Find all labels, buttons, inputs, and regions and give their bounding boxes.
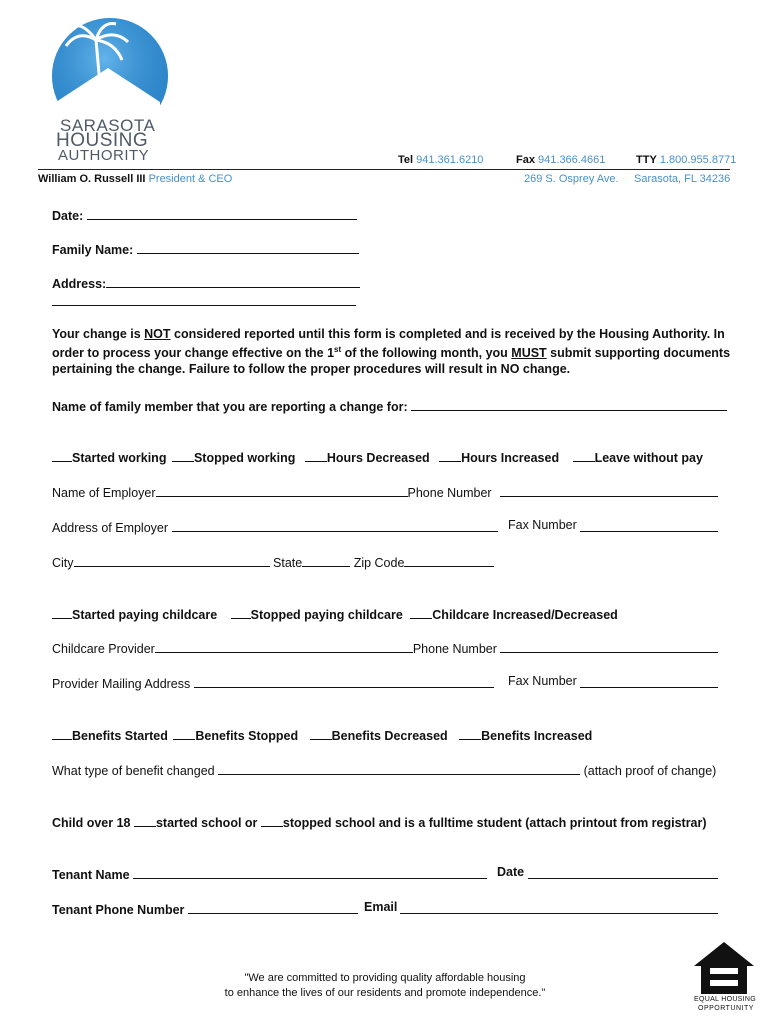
- option-stopped-childcare[interactable]: [231, 608, 403, 622]
- tenant-email-label: Email: [364, 900, 398, 914]
- option-leave-without-pay[interactable]: [573, 451, 703, 465]
- notice-text: of the following month, you: [341, 346, 512, 361]
- member-label: Name of family member that you are reporting a change for:: [52, 400, 408, 414]
- sha-logo: [38, 18, 178, 164]
- childcare-phone-input-line[interactable]: [500, 639, 718, 653]
- option-label: Benefits Started: [72, 729, 168, 743]
- city-state-zip-row: [52, 553, 494, 570]
- tenant-name-row: [52, 865, 487, 882]
- option-stopped-working[interactable]: [172, 451, 295, 465]
- child-started-label: started school or: [155, 816, 258, 830]
- fax-label: Fax: [516, 154, 535, 166]
- family-name-label: Family Name:: [52, 243, 134, 257]
- provider-address-input-line[interactable]: [194, 674, 494, 688]
- provider-address-row: [52, 674, 494, 691]
- childcare-options: [52, 605, 618, 622]
- notice-text: considered reported until this form is completed and is received by the Housing Authority. In: [170, 327, 725, 341]
- option-benefits-stopped[interactable]: [173, 729, 298, 743]
- employer-name-input-line[interactable]: [156, 483, 408, 497]
- employer-phone-input-line[interactable]: [500, 483, 718, 497]
- city-input-line[interactable]: [74, 553, 270, 567]
- notice-text: submit supporting documents: [546, 346, 731, 361]
- notice-not: NOT: [144, 327, 171, 341]
- option-label: Started working: [72, 451, 167, 465]
- tenant-date-label: Date: [497, 865, 525, 879]
- logo-line-authority: AUTHORITY: [58, 147, 150, 164]
- ceo-title: President & CEO: [148, 173, 233, 185]
- option-started-childcare[interactable]: [52, 608, 217, 622]
- option-label: Leave without pay: [594, 451, 703, 465]
- benefit-type-label: What type of benefit changed: [52, 764, 215, 778]
- employer-address-input-line[interactable]: [172, 518, 498, 532]
- notice-text: Your change is: [52, 327, 145, 341]
- address-label: Address:: [52, 277, 107, 291]
- benefit-attach-note: (attach proof of change): [583, 764, 717, 778]
- employer-name-row: [52, 483, 492, 500]
- benefit-type-input-line[interactable]: [218, 761, 580, 775]
- option-label: Hours Increased: [461, 451, 560, 465]
- sha-logo-graphic: [38, 18, 178, 128]
- notice-superscript: st: [334, 345, 342, 354]
- fax-info: [516, 154, 605, 166]
- option-started-working[interactable]: [52, 451, 166, 465]
- tenant-phone-row: [52, 900, 358, 917]
- option-benefits-increased[interactable]: [459, 729, 592, 743]
- option-label: Hours Decreased: [326, 451, 430, 465]
- notice-line-2: [52, 345, 730, 360]
- eho-line-2: OPPORTUNITY: [698, 1005, 754, 1012]
- option-label: Benefits Stopped: [195, 729, 299, 743]
- zip-input-line[interactable]: [404, 553, 494, 567]
- notice-line-1: [52, 327, 725, 341]
- city-label: City: [52, 556, 74, 570]
- child-stopped-checkbox-line[interactable]: [261, 813, 283, 827]
- employer-address-label: Address of Employer: [52, 521, 169, 535]
- tenant-date-input-line[interactable]: [528, 865, 718, 879]
- eho-line-1: EQUAL HOUSING: [694, 996, 756, 1003]
- child-over-18-row: [52, 813, 707, 830]
- tenant-phone-input-line[interactable]: [188, 900, 358, 914]
- state-input-line[interactable]: [302, 553, 350, 567]
- employer-address-row: [52, 518, 498, 535]
- member-input-line[interactable]: [411, 397, 727, 411]
- option-label: Benefits Decreased: [331, 729, 448, 743]
- notice-line-3: pertaining the change. Failure to follow the proper procedures will result in NO change.: [52, 362, 571, 376]
- employer-fax-label: Fax Number: [508, 518, 577, 532]
- city-state-zip: Sarasota, FL 34236: [634, 173, 731, 185]
- tty-value: 1.800.955.8771: [659, 154, 737, 166]
- childcare-provider-row: [52, 639, 497, 656]
- family-name-row: [52, 240, 359, 257]
- notice-must: MUST: [511, 346, 547, 361]
- tel-label: Tel: [398, 154, 414, 166]
- address-row: [52, 274, 360, 291]
- option-benefits-started[interactable]: [52, 729, 168, 743]
- tenant-phone-label: Tenant Phone Number: [52, 903, 185, 917]
- member-row: [52, 397, 727, 414]
- tenant-name-label: Tenant Name: [52, 868, 130, 882]
- address-input-line-2[interactable]: [52, 305, 356, 306]
- employer-fax-input-line[interactable]: [580, 518, 718, 532]
- provider-fax-label: Fax Number: [508, 674, 577, 688]
- tel-value: 941.361.6210: [416, 154, 484, 166]
- provider-fax-input-line[interactable]: [580, 674, 718, 688]
- option-label: Benefits Increased: [481, 729, 593, 743]
- option-hours-increased[interactable]: [439, 451, 559, 465]
- address-input-line-1[interactable]: [106, 274, 360, 288]
- tty-label: TTY: [636, 154, 657, 166]
- child-stopped-label: stopped school and is a fulltime student (attach printout from registrar): [282, 816, 707, 830]
- option-label: Childcare Increased/Decreased: [432, 608, 618, 622]
- letterhead-rule: [38, 169, 730, 170]
- option-label: Started paying childcare: [72, 608, 218, 622]
- footer-quote-line-2: to enhance the lives of our residents and promote independence.": [224, 987, 546, 999]
- tty-info: [636, 154, 736, 166]
- zip-label: Zip Code: [353, 556, 405, 570]
- option-benefits-decreased[interactable]: [310, 729, 448, 743]
- option-label: Stopped working: [193, 451, 296, 465]
- employer-name-label: Name of Employer: [52, 486, 156, 500]
- date-label: Date:: [52, 209, 84, 223]
- notice-text: order to process your change effective on the 1: [52, 346, 335, 361]
- footer-quote-line-1: "We are committed to providing quality affordable housing: [244, 972, 526, 984]
- provider-address-label: Provider Mailing Address: [52, 677, 191, 691]
- equal-housing-icon: [692, 940, 756, 996]
- logo-line-housing: HOUSING: [56, 130, 149, 151]
- childcare-phone-label: Phone Number: [412, 642, 497, 656]
- ceo-info: [38, 173, 232, 185]
- option-label: Stopped paying childcare: [250, 608, 403, 622]
- ceo-name: William O. Russell III: [38, 173, 146, 185]
- option-childcare-changed[interactable]: [410, 608, 618, 622]
- equal-housing-logo: [692, 940, 756, 1016]
- date-input-line[interactable]: [87, 206, 357, 220]
- family-name-input-line[interactable]: [137, 240, 359, 254]
- tenant-name-input-line[interactable]: [133, 865, 487, 879]
- tenant-email-input-line[interactable]: [400, 900, 718, 914]
- benefit-type-row: [52, 761, 716, 778]
- childcare-provider-input-line[interactable]: [155, 639, 413, 653]
- state-label: State: [273, 556, 303, 570]
- childcare-provider-label: Childcare Provider: [52, 642, 155, 656]
- street-address: 269 S. Osprey Ave.: [524, 173, 619, 185]
- fax-value: 941.366.4661: [538, 154, 606, 166]
- date-field-row: [52, 206, 357, 223]
- child-over-label: Child over 18: [52, 816, 131, 830]
- tel-info: [398, 154, 483, 166]
- employment-options: [52, 448, 703, 465]
- employer-phone-label: Phone Number: [407, 486, 492, 500]
- option-hours-decreased[interactable]: [305, 451, 430, 465]
- logo-line-sarasota: SARASOTA: [60, 116, 156, 135]
- child-started-checkbox-line[interactable]: [134, 813, 156, 827]
- benefit-options: [52, 726, 592, 743]
